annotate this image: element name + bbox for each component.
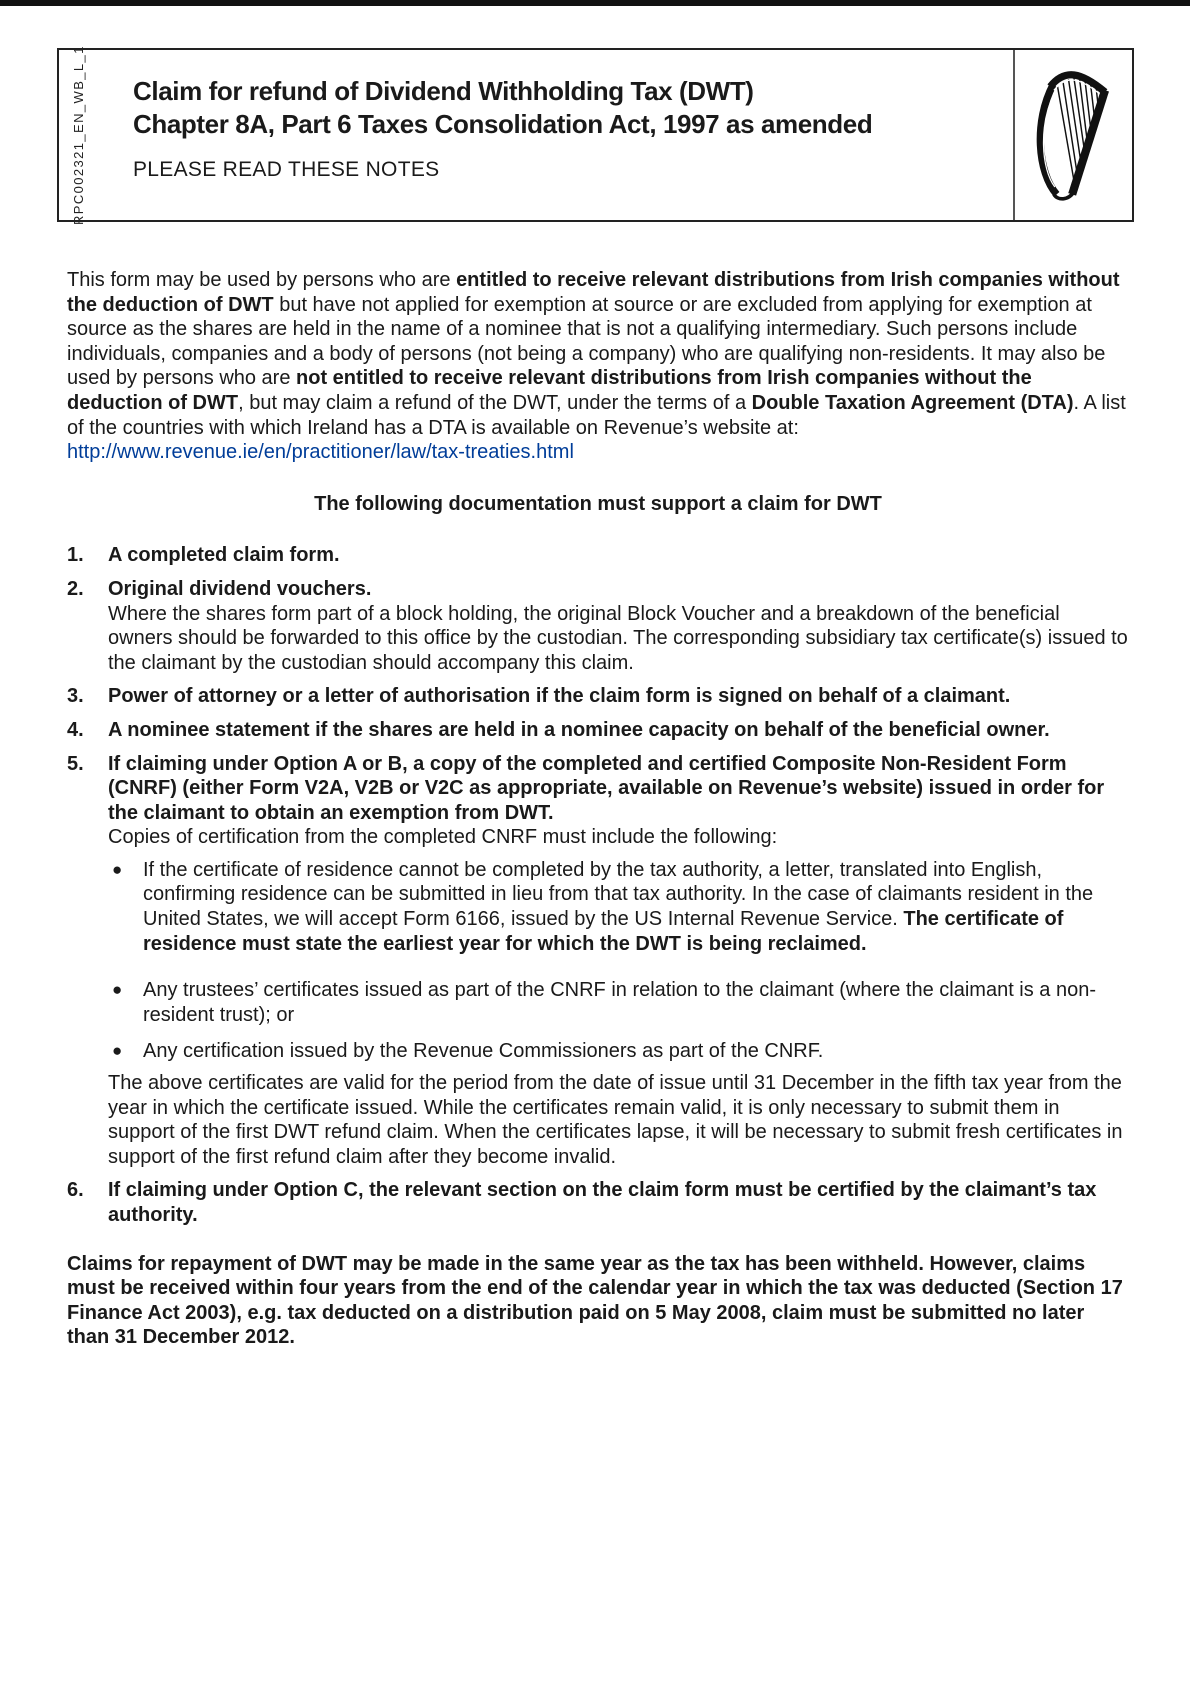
form-header bbox=[57, 45, 1134, 225]
intro-segment: entitled to receive relevant distributions from Irish companies without the deduction of DWT bbox=[67, 269, 1120, 316]
form-title-line2: Chapter 8A, Part 6 Taxes Consolidation Act, 1997 as amended bbox=[133, 109, 873, 139]
item-title: If claiming under Option A or B, a copy of the completed and certified Composite Non-Resident Form (CNRF) (either Form V2A, V2B or V2C as appropriate, available on Revenue’s website) issued in order for the claimant to obtain an exemption from DWT. bbox=[108, 752, 1105, 824]
item-text: Copies of certification from the completed CNRF must include the following: bbox=[108, 826, 778, 849]
bullet-segment: Any certification issued by the Revenue Commissioners as part of the CNRF. bbox=[143, 1040, 824, 1063]
form-side-rail bbox=[59, 45, 105, 225]
item-body bbox=[108, 577, 1129, 675]
item-number: 2. bbox=[67, 577, 84, 600]
item-title: Power of attorney or a letter of authorisation if the claim form is signed on behalf of a claimant. bbox=[108, 685, 1011, 708]
item-number: 3. bbox=[67, 685, 84, 708]
item-title: Original dividend vouchers. bbox=[108, 577, 372, 600]
bullet-list bbox=[108, 858, 1129, 1064]
item-body bbox=[108, 1178, 1129, 1227]
bullet-text bbox=[143, 858, 1129, 956]
item-number: 5. bbox=[67, 752, 84, 775]
item-body bbox=[108, 543, 1129, 568]
documentation-list bbox=[67, 543, 1129, 1227]
intro-segment: but have not applied for exemption at source or are excluded from applying for exemption at source as the shares are held in the name of a nominee that is not a qualifying intermediary. Such persons include individuals, companies and a body of persons (not being a company) who are qualifying non-residents. It may also be used by persons who are bbox=[67, 293, 1106, 390]
intro-segment: , but may claim a refund of the DWT, under the terms of a bbox=[238, 391, 752, 414]
bullet-icon: ● bbox=[112, 980, 123, 1000]
bullet-segment: If the certificate of residence cannot be completed by the tax authority, a letter, translated into English, confirming residence can be submitted in lieu from that tax authority. In the case of claimants resident in the United States, we will accept Form 6166, issued by the US Internal Revenue Service. bbox=[143, 858, 1094, 931]
bullet-item bbox=[108, 1039, 1129, 1064]
bullet-text bbox=[143, 1039, 1129, 1064]
form-reference-code: RPC002321_EN_WB_L_1 bbox=[71, 45, 86, 225]
bullet-item bbox=[108, 858, 1129, 956]
closing-paragraph: Claims for repayment of DWT may be made in the same year as the tax has been withheld. However, claims must be received within four years from the end of the calendar year in which the tax was deducted (Section 17 Finance Act 2003), e.g. tax deducted on a distribution paid on 5 May 2008, claim must be submitted no later than 31 December 2012. bbox=[67, 1252, 1123, 1349]
item-body bbox=[108, 752, 1129, 1170]
bullet-segment: Any trustees’ certificates issued as part of the CNRF in relation to the claimant (where the claimant is a non-resident trust); or bbox=[143, 979, 1097, 1026]
claim-requirement-item bbox=[67, 577, 1129, 675]
claim-requirement-item bbox=[67, 752, 1129, 1170]
top-edge-bar bbox=[0, 0, 1190, 6]
intro-segment: . A list of the countries with which Ireland has a DTA is available on Revenue’s website at: bbox=[67, 391, 1126, 439]
item-number: 6. bbox=[67, 1179, 84, 1202]
intro-segment: not entitled to receive relevant distributions from Irish companies without the deduction of DWT bbox=[67, 367, 1032, 414]
form-subtitle: PLEASE READ THESE NOTES bbox=[133, 158, 440, 181]
section-heading: The following documentation must support a claim for DWT bbox=[314, 492, 882, 515]
bullet-segment: The certificate of residence must state the earliest year for which the DWT is being reclaimed. bbox=[143, 908, 1064, 955]
claim-requirement-item bbox=[67, 684, 1129, 709]
intro-segment: Double Taxation Agreement (DTA) bbox=[751, 391, 1074, 414]
item-number: 1. bbox=[67, 544, 84, 567]
claim-requirement-item bbox=[67, 718, 1129, 743]
bullet-icon: ● bbox=[112, 1041, 123, 1061]
intro-paragraph bbox=[67, 268, 1129, 440]
item-title: If claiming under Option C, the relevant section on the claim form must be certified by the claimant’s tax authority. bbox=[108, 1179, 1097, 1226]
item-text: Where the shares form part of a block holding, the original Block Voucher and a breakdown of the beneficial owners should be forwarded to this office by the custodian. The corresponding subsidiary tax certificate(s) issued to the claimant by the custodian should accompany this claim. bbox=[108, 602, 1128, 674]
claim-requirement-item bbox=[67, 1178, 1129, 1227]
bullet-text bbox=[143, 978, 1129, 1027]
tax-treaties-link[interactable]: http://www.revenue.ie/en/practitioner/law/tax-treaties.html bbox=[67, 441, 574, 464]
form-header-main bbox=[105, 50, 1013, 220]
bullet-item bbox=[108, 978, 1129, 1027]
item-title: A completed claim form. bbox=[108, 544, 340, 567]
item-number: 4. bbox=[67, 718, 84, 741]
form-title-line1: Claim for refund of Dividend Withholding Tax (DWT) bbox=[133, 76, 754, 106]
item-title: A nominee statement if the shares are held in a nominee capacity on behalf of the beneficial owner. bbox=[108, 718, 1050, 741]
harp-icon bbox=[1032, 65, 1116, 205]
bullet-icon: ● bbox=[112, 859, 123, 879]
item-after-text: The above certificates are valid for the period from the date of issue until 31 December in the fifth tax year from the year in which the certificate issued. While the certificates remain valid, it is only necessary to submit them in support of the first DWT refund claim. When the certificates lapse, it will be necessary to submit fresh certificates in support of the first refund claim after they become invalid. bbox=[108, 1072, 1123, 1168]
item-body bbox=[108, 684, 1129, 709]
harp-logo bbox=[1013, 50, 1132, 220]
item-body bbox=[108, 718, 1129, 743]
notes-content bbox=[67, 268, 1129, 1350]
intro-segment: This form may be used by persons who are bbox=[67, 269, 457, 291]
claim-requirement-item bbox=[67, 543, 1129, 568]
